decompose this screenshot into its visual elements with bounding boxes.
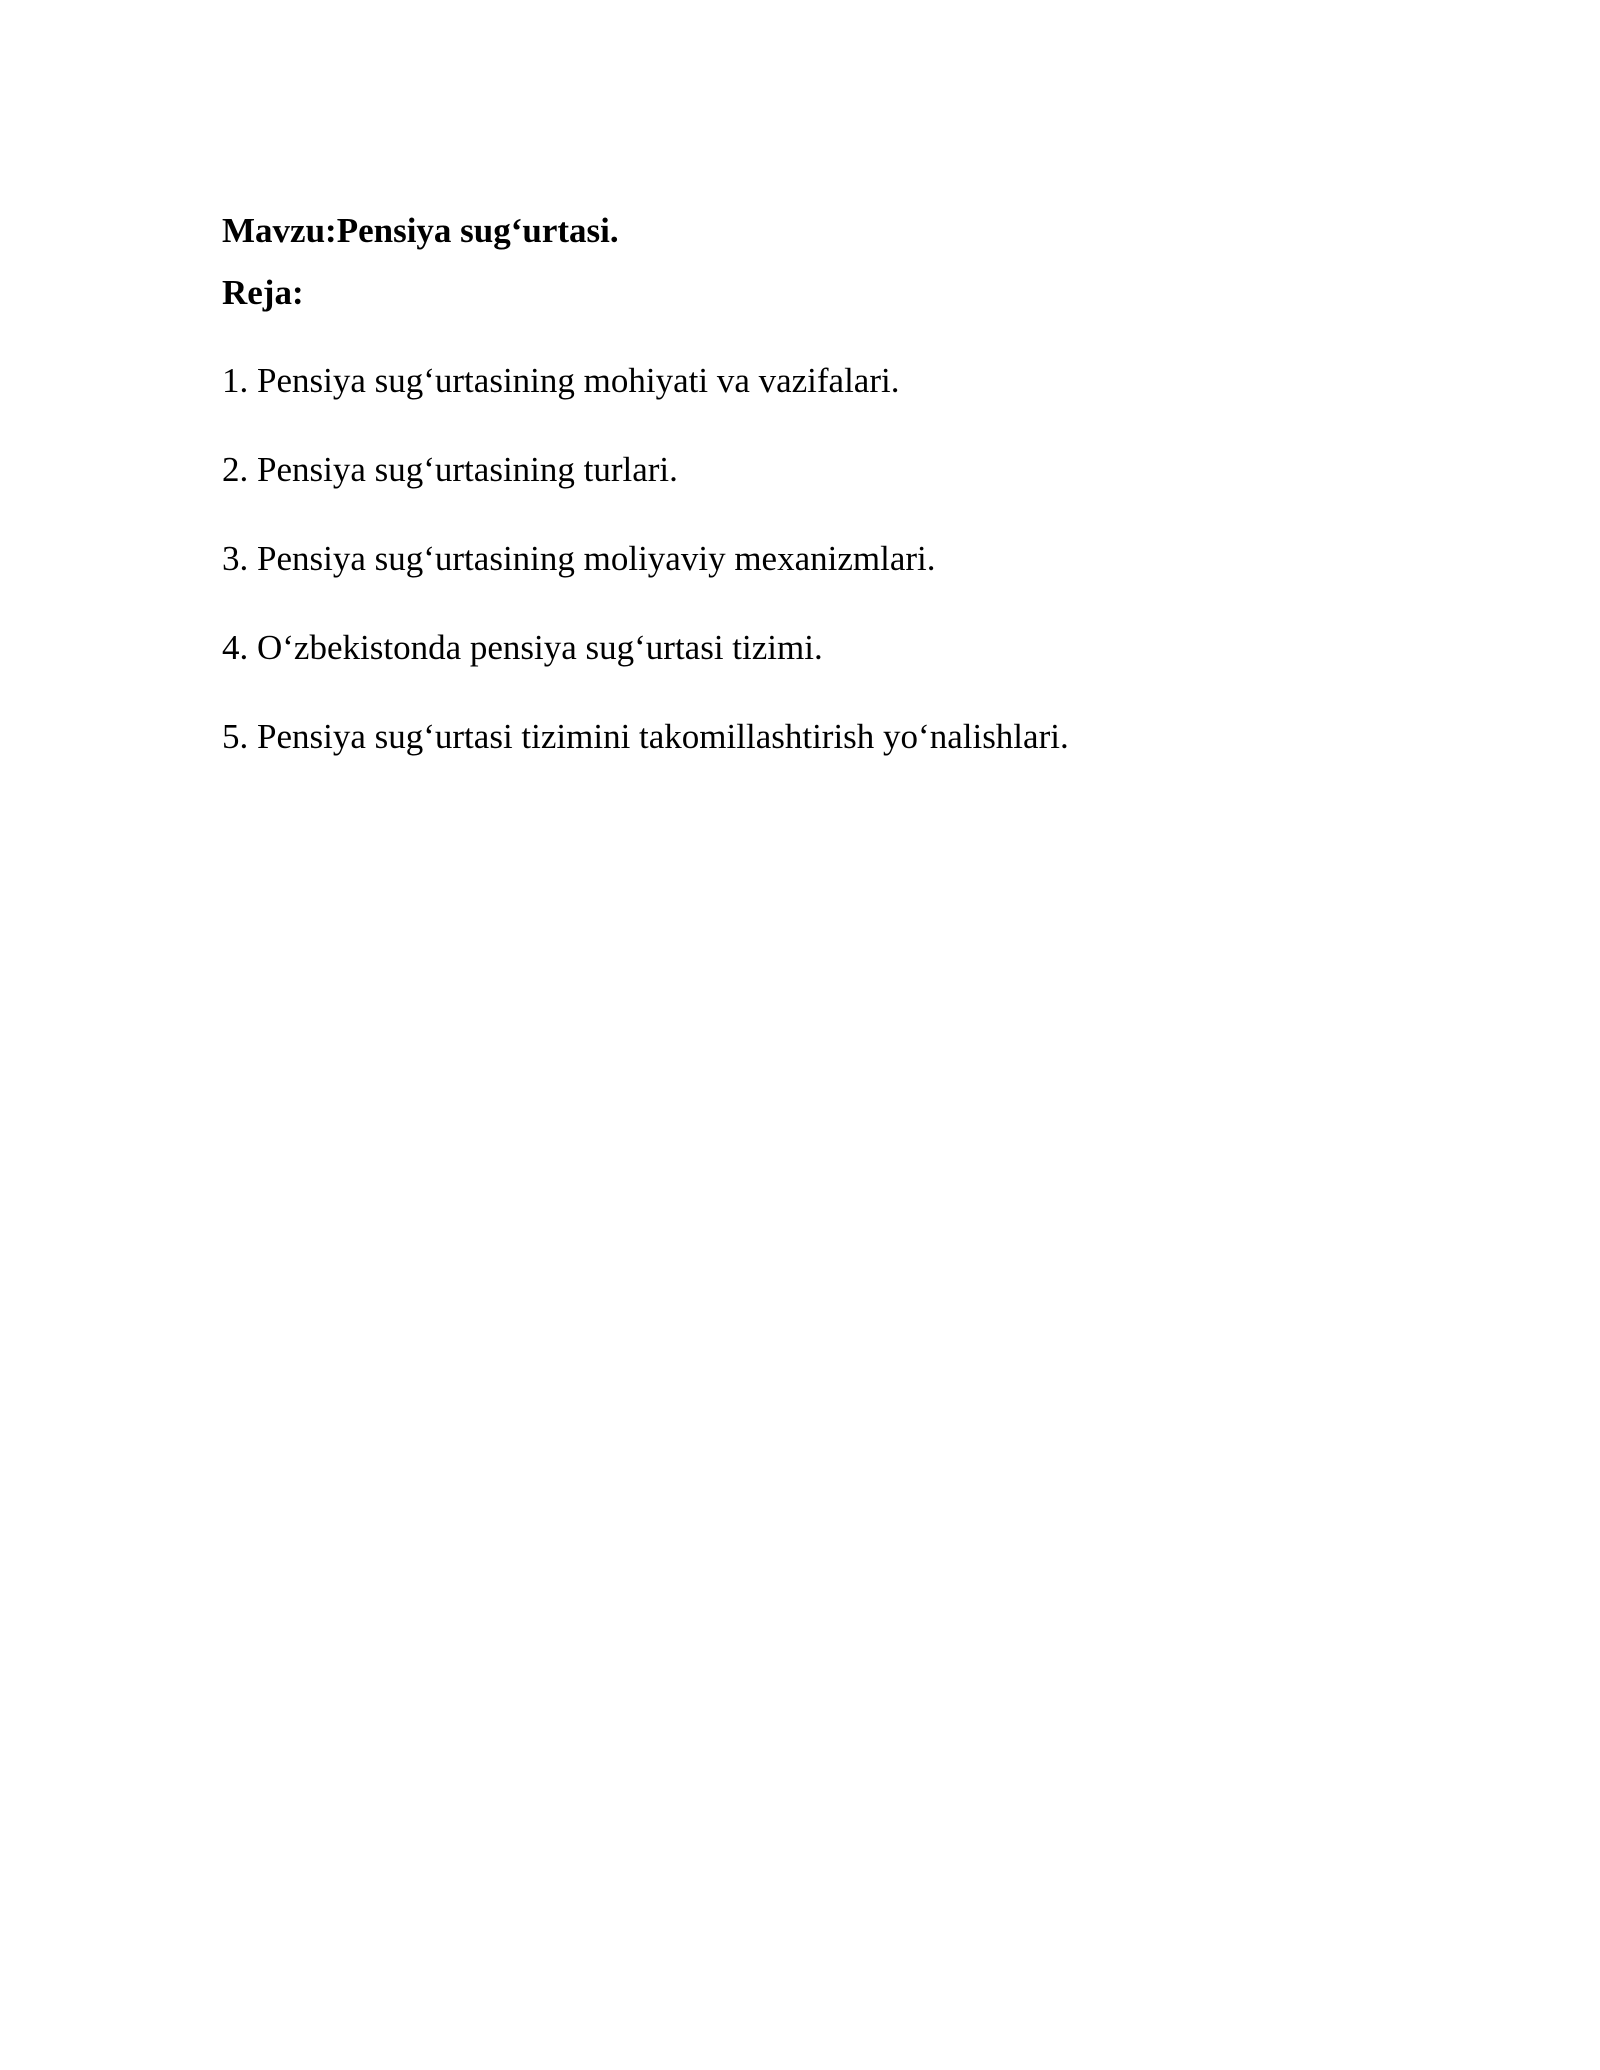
plan-list bbox=[222, 358, 1402, 760]
plan-item-1: 1. Pensiya sug‘urtasining mohiyati va vazifalari. bbox=[222, 361, 900, 400]
document-content bbox=[222, 208, 1402, 803]
plan-item-3: 3. Pensiya sug‘urtasining moliyaviy mexanizmlari. bbox=[222, 539, 936, 578]
document-title: Mavzu:Pensiya sug‘urtasi. bbox=[222, 211, 619, 250]
plan-item-2: 2. Pensiya sug‘urtasining turlari. bbox=[222, 450, 678, 489]
plan-item-4: 4. O‘zbekistonda pensiya sug‘urtasi tizimi. bbox=[222, 628, 823, 667]
plan-item-5: 5. Pensiya sug‘urtasi tizimini takomillashtirish yo‘nalishlari. bbox=[222, 717, 1069, 756]
plan-heading: Reja: bbox=[222, 273, 304, 312]
